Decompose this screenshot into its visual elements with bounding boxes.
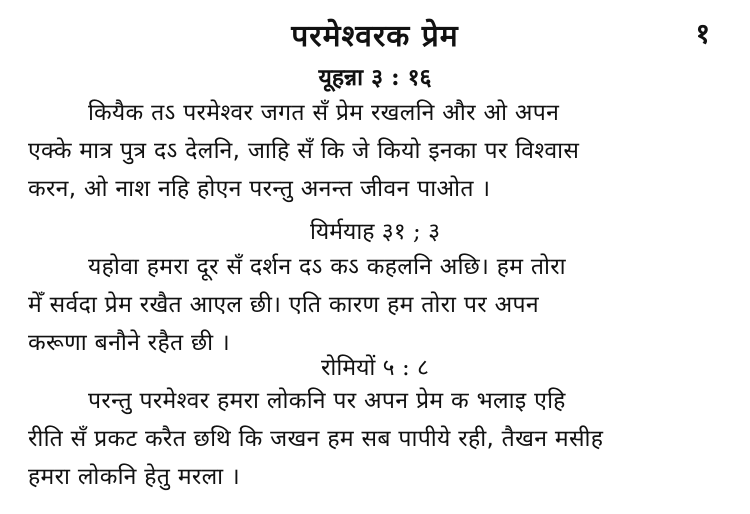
verse-line: रीति सँ प्रकट करैत छथि कि जखन हम सब पापीये रही, तैखन मसीह <box>28 426 604 452</box>
page-title: परमेश्वरक प्रेम <box>291 19 459 54</box>
verse-line: कियैक तऽ परमेश्वर जगत सँ प्रेम रखलनि और ओ अपन <box>88 100 560 126</box>
verse-line: मेँ सर्वदा प्रेम रखैत आएल छी। एति कारण हम तोरा पर अपन <box>28 292 539 318</box>
verse-line: करूणा बनौने रहैत छी । <box>28 330 231 356</box>
verse-line: यहोवा हमरा दूर सँ दर्शन दऽ कऽ कहलनि अछि। हम तोरा <box>88 254 566 280</box>
verse-reference: रोमियों ५ : ८ <box>321 355 429 381</box>
page-number: १ <box>695 17 710 50</box>
verse-line: करन, ओ नाश नहि होएन परन्तु अनन्त जीवन पाओत । <box>28 176 491 202</box>
verse-reference: यिर्मयाह ३१ ; ३ <box>309 219 441 245</box>
verse-line: हमरा लोकनि हेतु मरला । <box>28 464 241 490</box>
verse-reference: यूहन्ना ३ : १६ <box>318 64 432 91</box>
verse-paragraph <box>28 248 718 362</box>
verse-line: परन्तु परमेश्वर हमरा लोकनि पर अपन प्रेम क भलाइ एहि <box>88 388 566 414</box>
verse-line: एक्के मात्र पुत्र दऽ देलनि, जाहि सँ कि जे कियो इनका पर विश्वास <box>28 138 580 164</box>
verse-paragraph <box>28 94 718 208</box>
verse-paragraph <box>28 382 718 496</box>
